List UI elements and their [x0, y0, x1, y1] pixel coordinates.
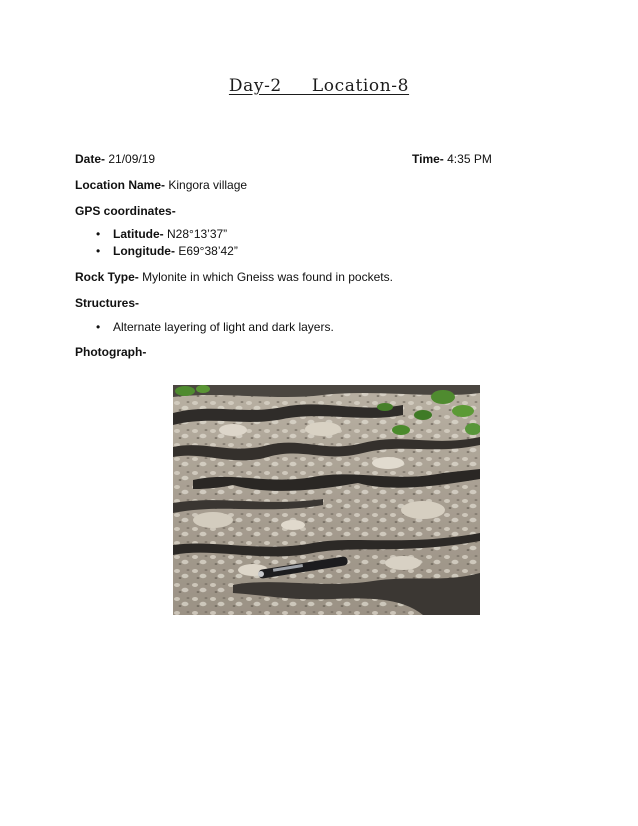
longitude-line [113, 243, 238, 259]
rock-outcrop-image [173, 385, 480, 615]
gps-label: GPS coordinates- [75, 204, 176, 218]
gps-heading [75, 203, 176, 219]
longitude-bullet-icon: • [96, 244, 101, 258]
time-label: Time- [412, 152, 444, 166]
date-value: 21/09/19 [105, 152, 156, 166]
longitude-label: Longitude- [113, 244, 175, 258]
time-line [412, 151, 492, 167]
structures-heading [75, 295, 139, 311]
outcrop-photograph [173, 385, 480, 615]
latitude-bullet-icon: • [96, 227, 101, 241]
location-label: Location Name- [75, 178, 166, 192]
latitude-label: Latitude- [113, 227, 164, 241]
structure-bullet-icon: • [96, 320, 101, 334]
date-line [75, 151, 155, 167]
structure-item: Alternate layering of light and dark layers. [113, 320, 334, 334]
latitude-line [113, 226, 227, 242]
time-value: 4:35 PM [443, 152, 492, 166]
photograph-heading [75, 344, 146, 360]
rock-type-line [75, 269, 393, 285]
page-title: Day-2 Location-8 [228, 76, 410, 96]
rock-type-label: Rock Type- [75, 270, 139, 284]
location-value: Kingora village [165, 178, 248, 192]
location-line [75, 177, 247, 193]
photograph-label: Photograph- [75, 345, 147, 359]
date-label: Date- [75, 152, 106, 166]
structures-label: Structures- [75, 296, 140, 310]
longitude-value: E69°38’42” [174, 244, 238, 258]
latitude-value: N28°13’37” [163, 227, 228, 241]
rock-type-value: Mylonite in which Gneiss was found in pockets. [138, 270, 393, 284]
